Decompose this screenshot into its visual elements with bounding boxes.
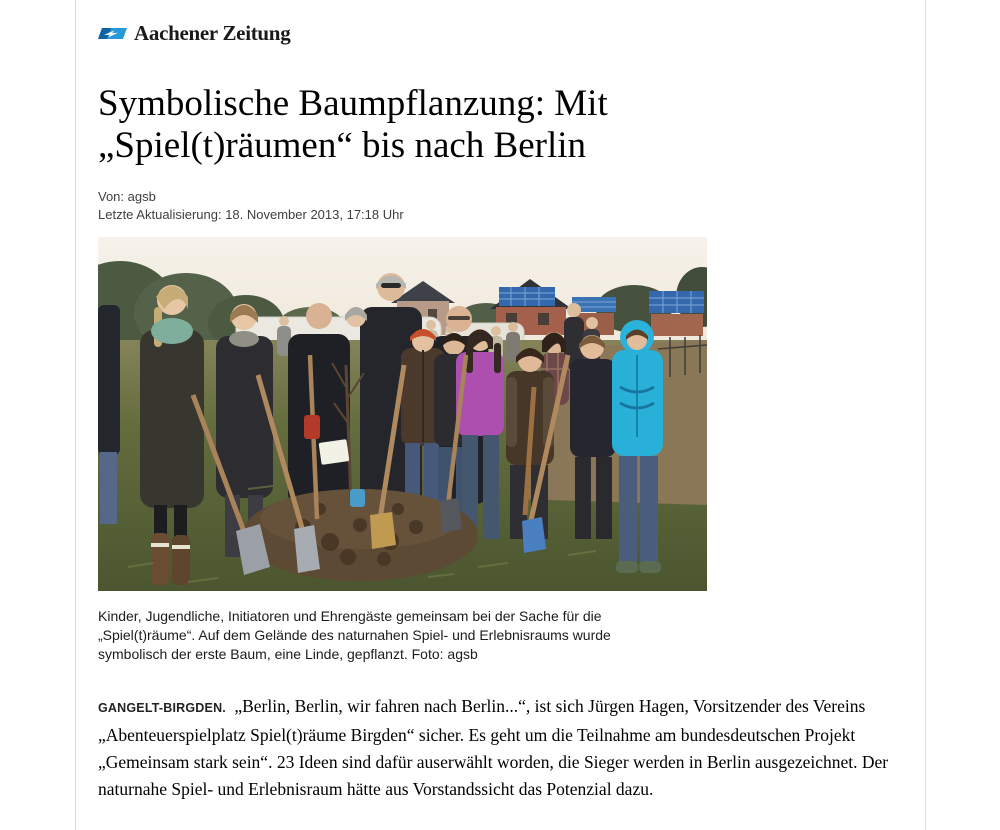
article-column xyxy=(98,0,900,803)
location-tag: GANGELT-BIRGDEN. xyxy=(98,701,226,715)
byline-author: Von: agsb xyxy=(98,189,156,204)
body-text: „Berlin, Berlin, wir fahren nach Berlin...“, ist sich Jürgen Hagen, Vorsitzender des Vereins „Abenteuerspielplatz Spiel(t)räume Birgden“ sicher. Es geht um die Teilnahme am bundesdeutschen Projekt „Gemeinsam stark sein“. 23 Ideen sind dafür auserwählt worden, die Sieger werden in Berlin ausgezeichnet. Der naturnahe Spiel- und Erlebnisraum hätte aus Vorstandssicht das Potenzial dazu. xyxy=(98,696,889,799)
content-right-border xyxy=(925,0,926,830)
article-headline: Symbolische Baumpflanzung: Mit „Spiel(t)räumen“ bis nach Berlin xyxy=(98,83,608,166)
article-photo-illustration xyxy=(98,237,707,591)
byline-updated: Letzte Aktualisierung: 18. November 2013, 17:18 Uhr xyxy=(98,207,404,222)
masthead-logo[interactable] xyxy=(98,21,900,46)
byline xyxy=(98,188,900,224)
brand-name: Aachener Zeitung xyxy=(134,21,291,45)
az-flag-icon xyxy=(98,26,127,41)
article-body xyxy=(98,693,891,803)
photo-caption: Kinder, Jugendliche, Initiatoren und Ehrengäste gemeinsam bei der Sache für die „Spiel(t)räume“. Auf dem Gelände des naturnahen Spiel- und Erlebnisraums wurde symbolisch der erste Baum, eine Linde, gepflanzt. Foto: agsb xyxy=(98,608,611,662)
content-left-border xyxy=(75,0,76,830)
article-photo xyxy=(98,237,707,664)
person-left-partial xyxy=(98,305,120,524)
